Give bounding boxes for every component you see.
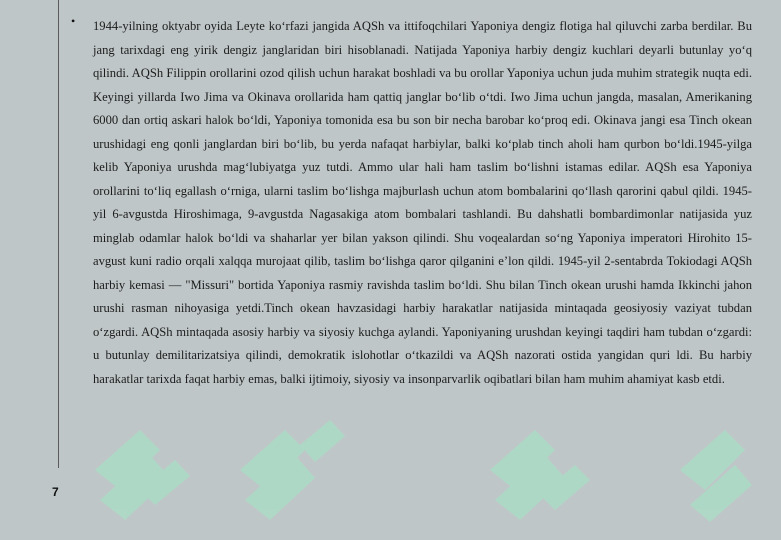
margin-rule bbox=[58, 0, 59, 468]
page-number: 7 bbox=[52, 485, 59, 499]
watermark-logo-3 bbox=[490, 430, 590, 520]
watermark-logo-4 bbox=[680, 430, 752, 522]
list-bullet: • bbox=[71, 14, 76, 28]
watermark-logo-2 bbox=[240, 420, 345, 520]
body-paragraph: 1944-yilning oktyabr oyida Leyte ko‘rfazi jangida AQSh va ittifoqchilari Yaponiya dengiz flotiga hal qiluvchi zarba berdilar. Bu jang tarixdagi eng yirik dengiz janglaridan biri hisoblanadi. Natijada Yaponiya harbiy dengiz kuchlari deyarli butunlay yo‘q qilindi. AQSh Filippin orollarini ozod qilish uchun harakat boshladi va bu orollar Yaponiya uchun juda muhim strategik nuqta edi. Keyingi yillarda Iwo Jima va Okinava orollarida ham qattiq janglar bo‘lib o‘tdi. Iwo Jima uchun jangda, masalan, Amerikaning 6000 dan ortiq askari halok bo‘ldi, Yaponiya tomonida esa bu son bir necha barobar ko‘proq edi. Okinava jangi esa Tinch okean urushidagi eng qonli janglardan biri bo‘lib, bu yerda nafaqat harbiylar, balki ko‘plab tinch aholi ham qurbon bo‘ldi.1945-yilga kelib Yaponiya urushda mag‘lubiyatga yuz tutdi. Ammo ular hali ham taslim bo‘lishni istamas edilar. AQSh esa Yaponiya orollarini to‘liq egallash o‘rniga, ularni taslim bo‘lishga majburlash uchun atom bombalarini qo‘llash qarorini qabul qildi. 1945-yil 6-avgustda Hiroshimaga, 9-avgustda Nagasakiga atom bombalari tashlandi. Bu dahshatli bombardimonlar natijasida yuz minglab odamlar halok bo‘ldi va shaharlar yer bilan yakson qilindi. Shu voqealardan so‘ng Yaponiya imperatori Hirohito 15-avgust kuni radio orqali xalqqa murojaat qilib, taslim bo‘lishga qaror qilganini e’lon qildi. 1945-yil 2-sentabrda Tokiodagi AQSh harbiy kemasi — "Missuri" bortida Yaponiya rasmiy ravishda taslim bo‘ldi. Shu bilan Tinch okean urushi hamda Ikkinchi jahon urushi rasman nihoyasiga yetdi.Tinch okean havzasidagi harbiy harakatlar natijasida mintaqada geosiyosiy vaziyat tubdan o‘zgardi. AQSh mintaqada asosiy harbiy va siyosiy kuchga aylandi. Yaponiyaning urushdan keyingi taqdiri ham tubdan o‘zgardi: u butunlay demilitarizatsiya qilindi, demokratik islohotlar o‘tkazildi va AQSh nazorati ostida yangidan quri ldi. Bu harbiy harakatlar tarixda faqat harbiy emas, balki ijtimoiy, siyosiy va insonparvarlik oqibatlari bilan ham muhim ahamiyat kasb etdi. bbox=[93, 19, 752, 386]
watermark-logo-1 bbox=[95, 430, 190, 520]
